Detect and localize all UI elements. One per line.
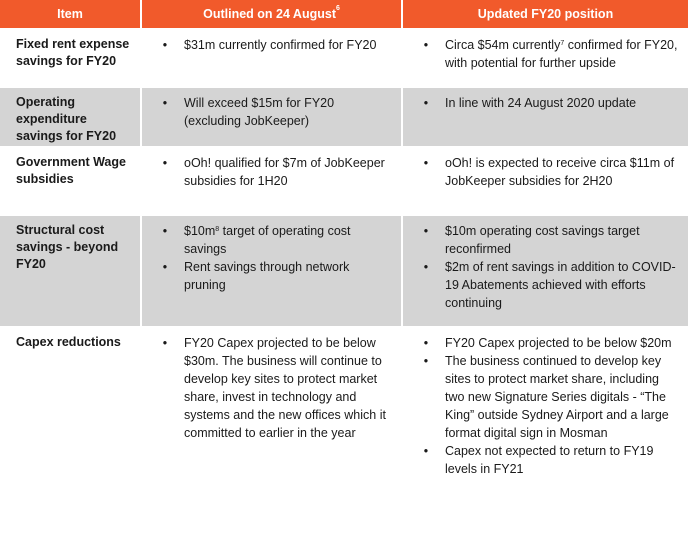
header-outlined-footnote: 6 <box>335 5 340 12</box>
list-item-text: $2m of rent savings in addition to COVID-19 Abatements achieved with efforts continuing <box>445 260 676 310</box>
table-row <box>0 215 688 327</box>
bullet-icon: • <box>423 96 429 110</box>
outlined-cell <box>141 29 402 87</box>
list-item <box>150 334 393 442</box>
list-item <box>411 334 680 352</box>
bullet-icon: • <box>423 336 429 350</box>
list-item <box>150 154 393 190</box>
list-item <box>411 352 680 442</box>
list-item-text: $10m <box>184 224 216 238</box>
header-outlined-label: Outlined on 24 August <box>203 7 336 21</box>
header-item: Item <box>0 0 141 29</box>
list-item <box>150 94 393 130</box>
list-item-text: confirmed for FY20, with potential for further upside <box>445 38 678 70</box>
list-item-text: Will exceed $15m for FY20 (excluding JobKeeper) <box>184 96 335 128</box>
outlined-cell <box>141 215 402 327</box>
outlined-cell <box>141 87 402 147</box>
list-item-text: oOh! qualified for $7m of JobKeeper subsidies for 1H20 <box>184 156 385 188</box>
outlined-cell <box>141 327 402 529</box>
updated-cell <box>402 29 688 87</box>
list-item <box>411 154 680 190</box>
list-item <box>150 222 393 258</box>
bullet-icon: • <box>162 224 168 238</box>
row-item-label: Structural cost savings - beyond FY20 <box>0 215 141 327</box>
bullet-icon: • <box>162 96 168 110</box>
table-row <box>0 87 688 147</box>
list-item-text: FY20 Capex projected to be below $20m <box>445 336 672 350</box>
footnote-marker: 8 <box>215 226 220 233</box>
table-row <box>0 147 688 215</box>
bullet-list <box>150 222 393 294</box>
row-item-label: Operating expenditure savings for FY20 <box>0 87 141 147</box>
outlined-cell <box>141 147 402 215</box>
updated-cell <box>402 147 688 215</box>
table-row <box>0 327 688 529</box>
list-item <box>411 36 680 72</box>
list-item-text: $31m currently confirmed for FY20 <box>184 38 377 52</box>
list-item <box>150 258 393 294</box>
list-item-text: target of operating cost savings <box>184 224 351 256</box>
bullet-list <box>411 94 680 112</box>
list-item-text: The business continued to develop key sites to protect market share, including two new Signature Series digitals - “The King” outside Sydney Airport and a large format digital sign in Mosman <box>445 354 669 440</box>
list-item-text: $10m operating cost savings target reconfirmed <box>445 224 640 256</box>
bullet-list <box>411 334 680 478</box>
list-item <box>411 442 680 478</box>
list-item-text: Rent savings through network pruning <box>184 260 350 292</box>
list-item <box>411 258 680 312</box>
bullet-list <box>411 36 680 72</box>
bullet-list <box>150 94 393 130</box>
bullet-icon: • <box>423 38 429 52</box>
updated-cell <box>402 215 688 327</box>
bullet-icon: • <box>423 156 429 170</box>
bullet-icon: • <box>423 224 429 238</box>
bullet-icon: • <box>162 260 168 274</box>
bullet-list <box>150 334 393 442</box>
bullet-list <box>150 36 393 54</box>
list-item-text: Circa $54m currently <box>445 38 561 52</box>
footnote-marker: 7 <box>560 40 565 47</box>
updated-cell <box>402 87 688 147</box>
list-item-text: Capex not expected to return to FY19 levels in FY21 <box>445 444 654 476</box>
header-row <box>0 0 688 29</box>
bullet-list <box>411 222 680 312</box>
bullet-list <box>150 154 393 190</box>
list-item-text: In line with 24 August 2020 update <box>445 96 637 110</box>
list-item-text: FY20 Capex projected to be below $30m. The business will continue to develop key sites to protect market share, invest in technology and systems and the new offices which it committed to earlier in the year <box>184 336 386 440</box>
row-item-label: Fixed rent expense savings for FY20 <box>0 29 141 87</box>
bullet-icon: • <box>162 38 168 52</box>
table-body <box>0 29 688 529</box>
row-item-label: Government Wage subsidies <box>0 147 141 215</box>
list-item <box>411 222 680 258</box>
table-row <box>0 29 688 87</box>
updated-cell <box>402 327 688 529</box>
bullet-list <box>411 154 680 190</box>
list-item <box>411 94 680 112</box>
list-item <box>150 36 393 54</box>
bullet-icon: • <box>423 354 429 368</box>
bullet-icon: • <box>162 156 168 170</box>
header-outlined <box>141 0 402 29</box>
bullet-icon: • <box>423 260 429 274</box>
list-item-text: oOh! is expected to receive circa $11m of JobKeeper subsidies for 2H20 <box>445 156 675 188</box>
bullet-icon: • <box>423 444 429 458</box>
row-item-label: Capex reductions <box>0 327 141 529</box>
bullet-icon: • <box>162 336 168 350</box>
header-updated: Updated FY20 position <box>402 0 688 29</box>
